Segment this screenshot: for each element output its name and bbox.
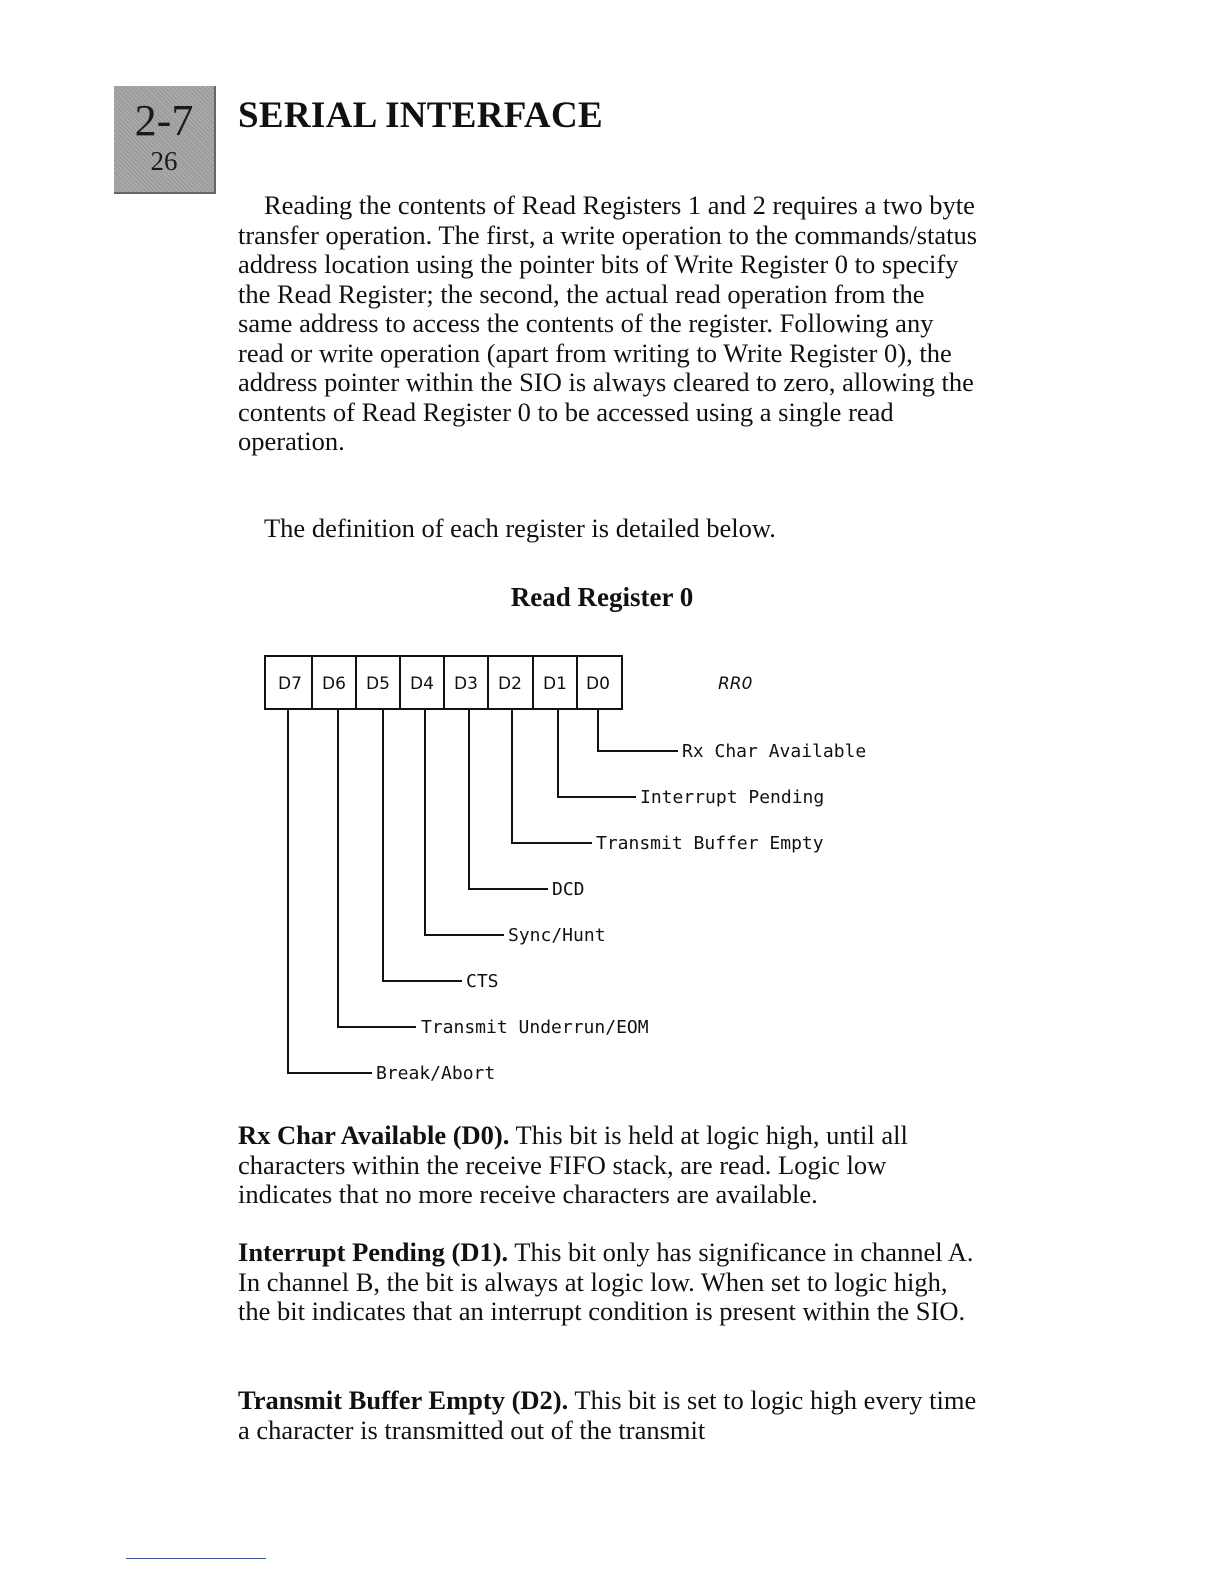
- description-text: This bit only has significance in channel A. In channel B, the bit is always at logic low. When set to logic high, the bit indicates that an interrupt condition is present within the SIO.: [238, 1237, 974, 1326]
- bit-label-d7: D7: [278, 674, 302, 694]
- description-transmit-buffer-empty: [238, 1386, 984, 1445]
- page-number: 26: [150, 146, 178, 176]
- bit-label-d0: D0: [586, 674, 610, 694]
- leader-d4: [425, 709, 504, 935]
- label-transmit-underrun: Transmit Underrun/EOM: [421, 1017, 649, 1038]
- leader-d3: [469, 709, 548, 889]
- label-transmit-buffer-empty: Transmit Buffer Empty: [596, 833, 824, 854]
- description-rx-char-available: [238, 1121, 984, 1210]
- description-interrupt-pending: [238, 1238, 984, 1327]
- description-heading: Transmit Buffer Empty (D2).: [238, 1385, 569, 1415]
- intro-paragraph: Reading the contents of Read Registers 1 and 2 requires a two byte transfer operation. The first, a write operation to the commands/status address location using the pointer bits of Write Register 0 to specify the Read Register; the second, the actual read operation from the same address to access the contents of the register. Following any read or write operation (apart from writing to Write Register 0), the address pointer within the SIO is always cleared to zero, allowing the contents of Read Register 0 to be accessed using a single read operation.: [238, 190, 978, 456]
- bit-label-d1: D1: [543, 674, 567, 694]
- label-dcd: DCD: [552, 879, 585, 900]
- register-name-label: RR0: [718, 674, 753, 694]
- bit-label-d2: D2: [498, 674, 522, 694]
- label-sync-hunt: Sync/Hunt: [508, 925, 606, 946]
- page-title: SERIAL INTERFACE: [238, 95, 603, 136]
- bit-label-d3: D3: [454, 674, 478, 694]
- label-interrupt-pending: Interrupt Pending: [640, 787, 825, 808]
- description-heading: Interrupt Pending (D1).: [238, 1237, 509, 1267]
- footer-rule: [126, 1558, 266, 1559]
- leader-d0: [598, 709, 678, 751]
- bit-label-d6: D6: [322, 674, 346, 694]
- description-heading: Rx Char Available (D0).: [238, 1120, 510, 1150]
- figure-title: Read Register 0: [510, 582, 694, 612]
- leader-d2: [512, 709, 592, 843]
- leader-d5: [383, 709, 462, 981]
- bit-label-d5: D5: [366, 674, 390, 694]
- label-break-abort: Break/Abort: [376, 1063, 496, 1084]
- leader-d7: [288, 709, 372, 1073]
- leader-d6: [338, 709, 416, 1027]
- label-cts: CTS: [466, 971, 499, 992]
- definition-line: The definition of each register is detailed below.: [264, 513, 776, 543]
- description-text: This bit is set to logic high every time a character is transmitted out of the transmit: [238, 1385, 977, 1445]
- label-rx-char-available: Rx Char Available: [682, 741, 867, 762]
- bit-label-d4: D4: [410, 674, 434, 694]
- register-bit-boxes: [265, 656, 622, 709]
- section-number: 2-7: [134, 96, 194, 145]
- description-text: This bit is held at logic high, until all characters within the receive FIFO stack, are read. Logic low indicates that no more receive characters are available.: [238, 1120, 908, 1209]
